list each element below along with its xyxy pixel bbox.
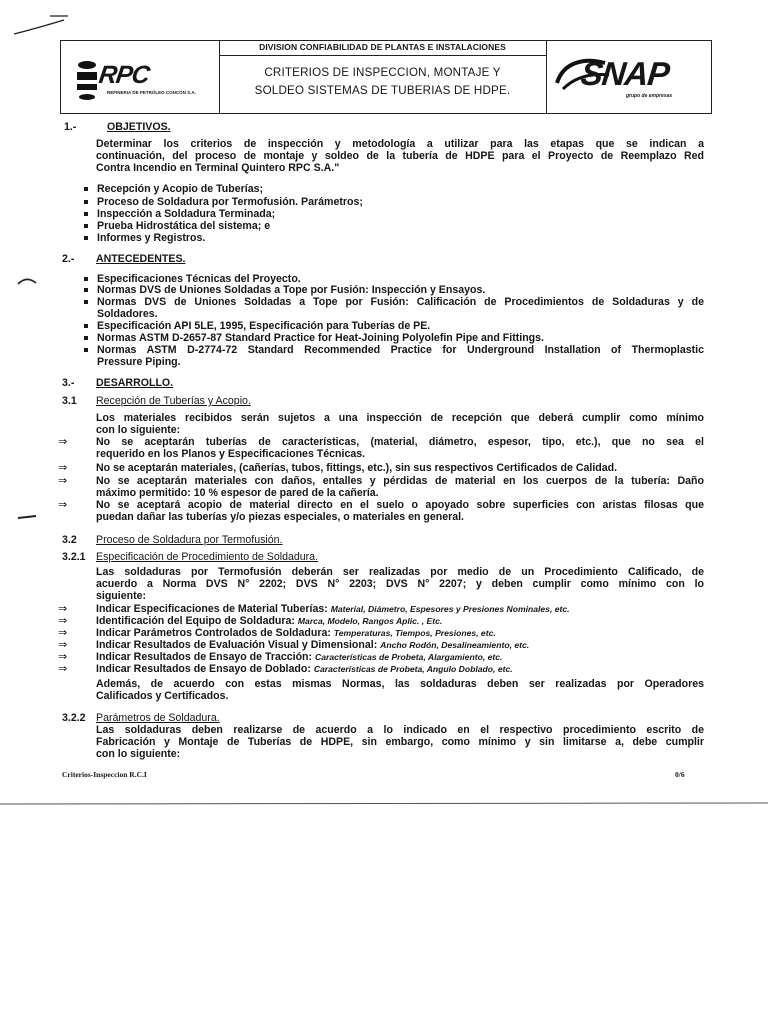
list-item-continuation: requerido en los Planos y Especificaciones Técnicas. xyxy=(96,448,366,460)
item-detail: Características de Probeta, Angulo Doblado, etc. xyxy=(313,664,513,674)
subsection-number: 3.2 xyxy=(62,534,77,546)
list-item: Especificaciones Técnicas del Proyecto. xyxy=(97,273,301,285)
list-item: Informes y Registros. xyxy=(97,232,206,244)
bullet-icon xyxy=(84,348,88,352)
bullet-icon xyxy=(84,187,88,191)
list-item xyxy=(96,627,496,639)
paragraph-line: acuerdo a Norma DVS N° 2202; DVS N° 2203; DVS N° 2207; y deben cumplir como mínimo con lo xyxy=(96,578,704,590)
document-title-line2: SOLDEO SISTEMAS DE TUBERIAS DE HDPE. xyxy=(254,84,511,97)
list-item xyxy=(96,663,513,675)
paragraph-line: Además, de acuerdo con estas mismas Normas, las soldaduras deben ser realizadas por Operadores xyxy=(96,678,704,690)
arrow-icon: ⇒ xyxy=(58,662,68,675)
section-number: 2.- xyxy=(62,253,75,265)
arrow-icon: ⇒ xyxy=(58,461,68,474)
paragraph-line: Calificados y Certificados. xyxy=(96,690,229,702)
section-number: 1.- xyxy=(64,121,77,133)
paragraph-line: Las soldaduras deben realizarse de acuerdo a lo indicado en el respectivo procedimiento escrito de xyxy=(96,724,704,736)
bullet-icon xyxy=(84,288,88,292)
list-item: Especificación API 5LE, 1995, Especificación para Tuberías de PE. xyxy=(97,320,431,332)
list-item: Prueba Hidrostática del sistema; e xyxy=(97,220,271,232)
snap-logo-caption: grupo de empresas xyxy=(626,93,673,99)
footer-page-number: 0/6 xyxy=(675,770,685,779)
item-main: Identificación del Equipo de Soldadura: xyxy=(96,615,298,627)
subsection-title: Parámetros de Soldadura. xyxy=(96,712,220,724)
header-divider xyxy=(546,41,547,113)
list-item: Normas ASTM D-2774-72 Standard Recommended Practice for Underground Installation of Thermoplastic xyxy=(97,344,704,356)
paragraph-line: Determinar los criterios de inspección y metodología a utilizar para las etapas que se indican a xyxy=(96,138,704,150)
list-item: No se aceptarán materiales, (cañerías, tubos, fittings, etc.), sin sus respectivos Certificados de Calidad. xyxy=(96,462,618,474)
bullet-icon xyxy=(84,324,88,328)
list-item: No se aceptará acopio de material directo en el suelo o apoyado sobre superficies con aristas filosas que xyxy=(96,499,704,511)
section-title: DESARROLLO. xyxy=(96,377,174,389)
paragraph-line: siguiente: xyxy=(96,590,147,602)
paragraph-line: Fabricación y Montaje de Tuberías de HDPE, sin embargo, como mínimo y sin limitarse a, debe cumplir xyxy=(96,736,704,748)
list-item: Recepción y Acopio de Tuberías; xyxy=(97,183,264,195)
list-item-continuation: Pressure Piping. xyxy=(97,356,181,368)
list-item: No se aceptarán materiales con daños, entalles y pérdidas de material en los cuerpos de la tubería: Daño xyxy=(96,475,704,487)
list-item xyxy=(96,603,570,615)
snap-logo-text: SNAP xyxy=(579,55,671,92)
bullet-icon xyxy=(84,277,88,281)
subsection-number: 3.2.2 xyxy=(62,712,86,724)
arrow-icon: ⇒ xyxy=(58,435,68,448)
item-detail: Temperaturas, Tiempos, Presiones, etc. xyxy=(333,628,496,638)
list-item-continuation: puedan dañar las tuberías y/o piezas especiales, o materiales en general. xyxy=(96,511,464,523)
scan-margin-mark xyxy=(16,276,40,288)
paragraph-line: Contra Incendio en Terminal Quintero RPC S.A." xyxy=(96,162,340,174)
list-item: Normas DVS de Uniones Soldadas a Tope por Fusión: Inspección y Ensayos. xyxy=(97,284,486,296)
arrow-icon: ⇒ xyxy=(58,498,68,511)
list-item-continuation: Soldadores. xyxy=(97,308,158,320)
list-item: Inspección a Soldadura Terminada; xyxy=(97,208,276,220)
arrow-icon: ⇒ xyxy=(58,638,68,651)
list-item-continuation: máximo permitido: 10 % espesor de pared de la cañería. xyxy=(96,487,379,499)
bullet-icon xyxy=(84,236,88,240)
arrow-icon: ⇒ xyxy=(58,614,68,627)
scan-pen-mark xyxy=(12,8,72,38)
rpc-logo xyxy=(75,55,207,101)
paragraph-line: Las soldaduras por Termofusión deberán ser realizadas por medio de un Procedimiento Calificado, de xyxy=(96,566,704,578)
arrow-icon: ⇒ xyxy=(58,474,68,487)
list-item: Proceso de Soldadura por Termofusión. Parámetros; xyxy=(97,196,363,208)
document-title-line1: CRITERIOS DE INSPECCION, MONTAJE Y xyxy=(264,66,501,79)
subsection-title: Especificación de Procedimiento de Soldadura. xyxy=(96,551,319,563)
section-title: OBJETIVOS. xyxy=(107,121,171,133)
list-item: Normas DVS de Uniones Soldadas a Tope por Fusión: Calificación de Procedimientos de Soldaduras y de xyxy=(97,296,704,308)
item-detail: Características de Probeta, Alargamiento, etc. xyxy=(315,652,503,662)
subsection-number: 3.2.1 xyxy=(62,551,86,563)
item-main: Indicar Resultados de Ensayo de Tracción: xyxy=(96,651,316,663)
paragraph-line: con lo siguiente: xyxy=(96,748,181,760)
item-main: Indicar Parámetros Controlados de Soldadura: xyxy=(96,627,334,639)
paragraph-line: con lo siguiente: xyxy=(96,424,181,436)
snap-logo xyxy=(553,53,703,103)
arrow-icon: ⇒ xyxy=(58,602,68,615)
subsection-title: Proceso de Soldadura por Termofusión. xyxy=(96,534,283,546)
item-detail: Marca, Modelo, Rangos Aplic. , Etc. xyxy=(297,616,443,626)
item-detail: Ancho Rodón, Desalineamiento, etc. xyxy=(380,640,530,650)
rpc-logo-text: RPC xyxy=(97,61,151,89)
arrow-icon: ⇒ xyxy=(58,650,68,663)
bullet-icon xyxy=(84,224,88,228)
division-name: DIVISION CONFIABILIDAD DE PLANTAS E INSTALACIONES xyxy=(259,42,506,52)
arrow-icon: ⇒ xyxy=(58,626,68,639)
list-item xyxy=(96,651,502,663)
bullet-icon xyxy=(84,300,88,304)
list-item: No se aceptarán tuberías de características, (material, diámetro, espesor, tipo, etc.), que no sea el xyxy=(96,436,704,448)
footer-document-name: Criterios-Inspeccion R.C.I xyxy=(62,770,147,779)
item-main: Indicar Resultados de Evaluación Visual y Dimensional: xyxy=(96,639,381,651)
item-main: Indicar Especificaciones de Material Tuberías: xyxy=(96,603,331,615)
paragraph-line: Los materiales recibidos serán sujetos a una inspección de recepción que deberá cumplir como mínimo xyxy=(96,412,704,424)
header-divider xyxy=(219,55,546,56)
list-item: Normas ASTM D-2657-87 Standard Practice for Heat-Joining Polyolefin Pipe and Fittings. xyxy=(97,332,544,344)
item-main: Indicar Resultados de Ensayo de Doblado: xyxy=(96,663,314,675)
subsection-title: Recepción de Tuberías y Acopio. xyxy=(96,395,251,407)
subsection-number: 3.1 xyxy=(62,395,77,407)
bullet-icon xyxy=(84,212,88,216)
bullet-icon xyxy=(84,336,88,340)
rpc-logo-caption: REFINERIA DE PETRÓLEO CONCÓN S.A. xyxy=(107,90,196,95)
scan-margin-mark xyxy=(16,512,40,522)
list-item xyxy=(96,615,442,627)
document-header xyxy=(60,40,712,114)
list-item xyxy=(96,639,529,651)
scan-bottom-line xyxy=(0,800,768,808)
item-detail: Material, Diámetro, Espesores y Presiones Nominales, etc. xyxy=(330,604,570,614)
objective-paragraph xyxy=(96,138,704,174)
paragraph-line: continuación, del proceso de montaje y soldeo de la tubería de HDPE para el Proyecto de Reemplazo Red xyxy=(96,150,704,162)
section-title: ANTECEDENTES. xyxy=(96,253,186,265)
section-number: 3.- xyxy=(62,377,75,389)
bullet-icon xyxy=(84,200,88,204)
